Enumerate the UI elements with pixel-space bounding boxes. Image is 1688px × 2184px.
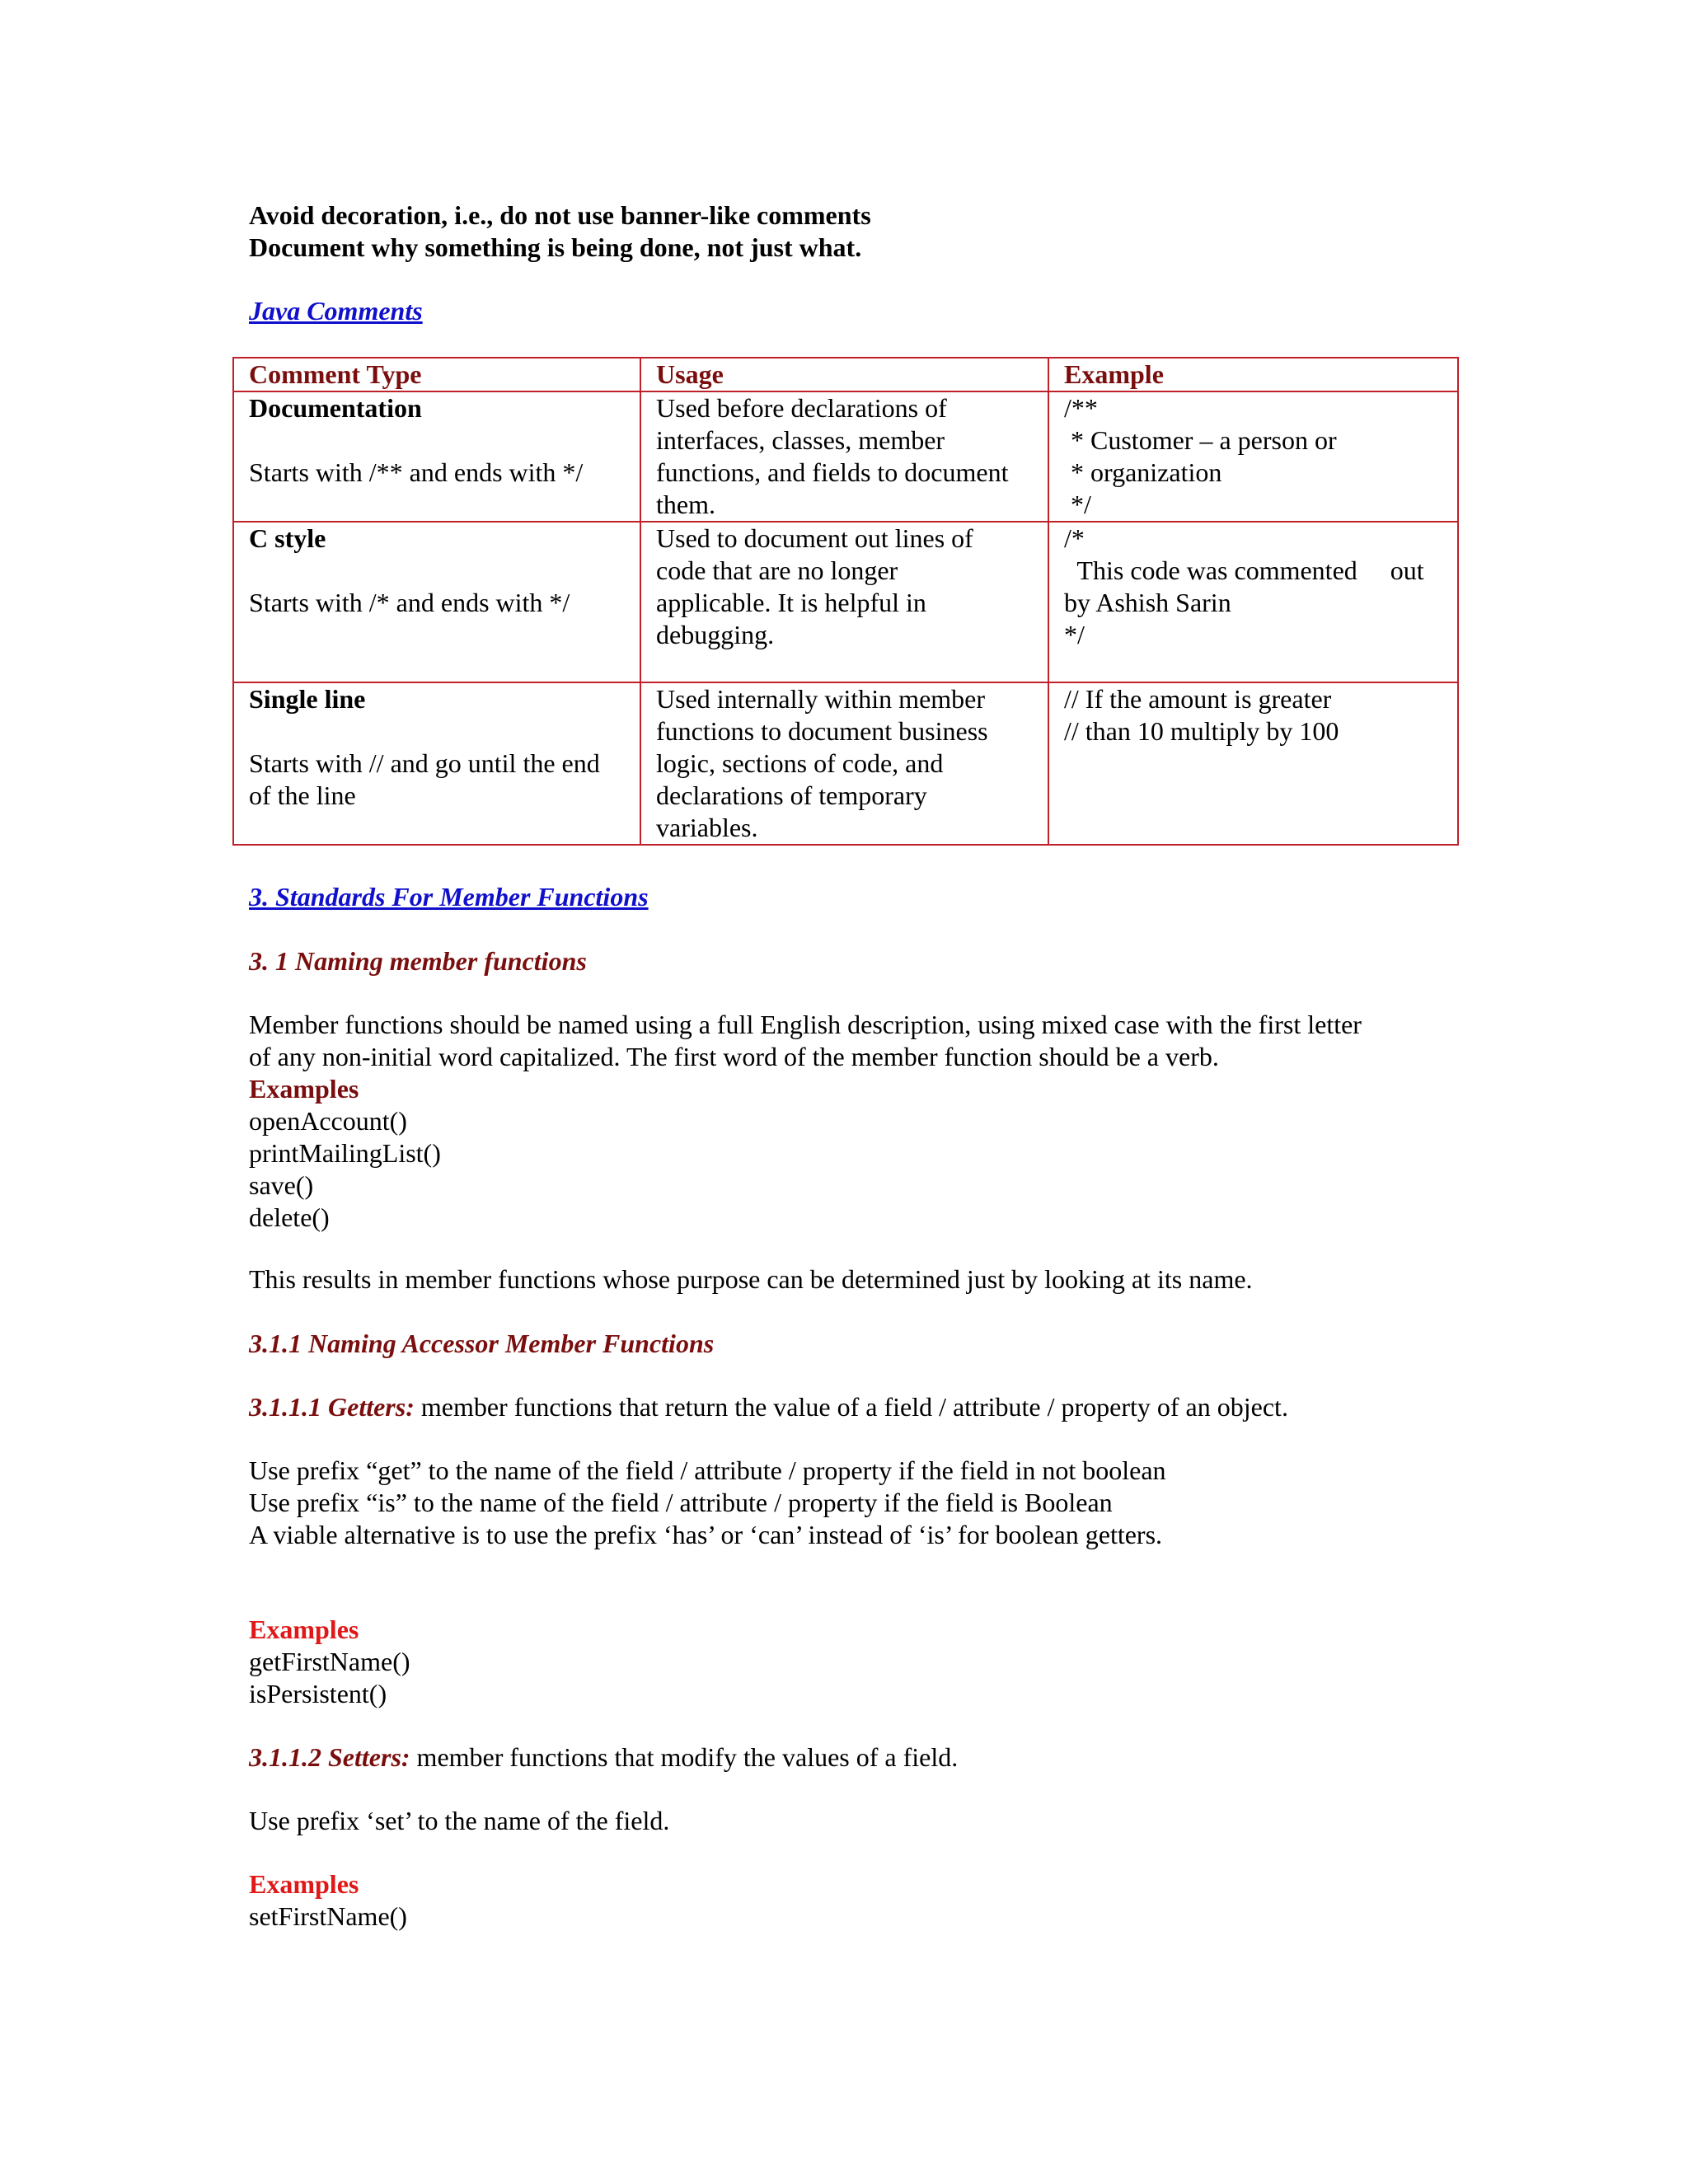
table-row [233, 522, 1458, 682]
table-row [233, 682, 1458, 845]
usage-line: functions, and fields to document [656, 457, 1009, 487]
table-header-row [233, 358, 1458, 391]
section-3-1-1-heading: 3.1.1 Naming Accessor Member Functions [249, 1329, 715, 1358]
usage-line: Used before declarations of [656, 393, 947, 423]
example-line: by Ashish Sarin [1064, 588, 1231, 617]
table-row [233, 391, 1458, 522]
examples-label: Examples [249, 1074, 359, 1104]
cell-comment-type [233, 522, 640, 682]
examples-label: Examples [249, 1869, 359, 1899]
example-item: setFirstName() [249, 1901, 407, 1931]
s31-result: This results in member functions whose purpose can be determined just by looking at its name. [249, 1264, 1253, 1294]
example-line: */ [1064, 490, 1091, 519]
getter-rule: A viable alternative is to use the prefix ‘has’ or ‘can’ instead of ‘is’ for boolean getters. [249, 1520, 1163, 1549]
setter-rule: Use prefix ‘set’ to the name of the field. [249, 1806, 670, 1835]
example-line: * Customer – a person or [1064, 425, 1337, 455]
example-line: This code was commented out [1064, 555, 1424, 585]
usage-line: applicable. It is helpful in [656, 588, 926, 617]
cell-comment-type [233, 682, 640, 845]
usage-line: interfaces, classes, member [656, 425, 945, 455]
java-comments-link[interactable]: Java Comments [249, 296, 423, 326]
s31-para-line: of any non-initial word capitalized. The first word of the member function should be a verb. [249, 1042, 1219, 1071]
usage-line: variables. [656, 813, 758, 842]
comment-type-title: Documentation [249, 393, 422, 423]
cell-usage [640, 682, 1048, 845]
usage-line: Used internally within member [656, 684, 986, 714]
example-item: isPersistent() [249, 1679, 387, 1708]
usage-line: code that are no longer [656, 555, 898, 585]
usage-line: logic, sections of code, and [656, 748, 944, 778]
java-comments-link-wrap [249, 295, 423, 327]
comment-type-desc: of the line [249, 780, 356, 810]
cell-usage [640, 522, 1048, 682]
usage-line: Used to document out lines of [656, 523, 973, 553]
usage-line: declarations of temporary [656, 780, 927, 810]
comments-table [232, 357, 1459, 846]
example-item: printMailingList() [249, 1138, 441, 1168]
getters-line [249, 1391, 1288, 1423]
example-item: getFirstName() [249, 1647, 410, 1676]
cell-example [1048, 391, 1458, 522]
example-line: /* [1064, 523, 1085, 553]
cell-example [1048, 682, 1458, 845]
example-line: // If the amount is greater [1064, 684, 1332, 714]
section-3-1-heading: 3. 1 Naming member functions [249, 946, 587, 976]
usage-line: functions to document business [656, 716, 988, 746]
example-item: openAccount() [249, 1106, 407, 1136]
header-comment-type: Comment Type [233, 358, 640, 391]
s31-para-line: Member functions should be named using a full English description, using mixed case with the first letter [249, 1010, 1362, 1039]
section3-link[interactable]: 3. Standards For Member Functions [249, 882, 649, 912]
header-usage: Usage [640, 358, 1048, 391]
comment-type-desc: Starts with /* and ends with */ [249, 588, 570, 617]
getter-rule: Use prefix “get” to the name of the field / attribute / property if the field in not boolean [249, 1455, 1166, 1485]
example-line: * organization [1064, 457, 1222, 487]
comment-type-desc: Starts with /** and ends with */ [249, 457, 584, 487]
example-item: save() [249, 1170, 314, 1200]
cell-example [1048, 522, 1458, 682]
getters-text: member functions that return the value of a field / attribute / property of an object. [414, 1392, 1288, 1422]
comment-type-title: Single line [249, 684, 366, 714]
header-example: Example [1048, 358, 1458, 391]
getters-label: 3.1.1.1 Getters: [249, 1392, 415, 1422]
cell-comment-type [233, 391, 640, 522]
setters-line [249, 1741, 958, 1774]
examples-label: Examples [249, 1615, 359, 1644]
example-line: /** [1064, 393, 1098, 423]
example-item: delete() [249, 1202, 330, 1232]
setters-text: member functions that modify the values of a field. [410, 1742, 959, 1772]
getter-rule: Use prefix “is” to the name of the field / attribute / property if the field is Boolean [249, 1488, 1113, 1517]
intro-line-1: Avoid decoration, i.e., do not use banner-like comments [249, 200, 871, 230]
comment-type-desc: Starts with // and go until the end [249, 748, 600, 778]
section3-link-wrap [249, 881, 649, 913]
usage-line: them. [656, 490, 715, 519]
intro-line-2: Document why something is being done, not just what. [249, 232, 862, 262]
cell-usage [640, 391, 1048, 522]
comment-type-title: C style [249, 523, 326, 553]
usage-line: debugging. [656, 620, 775, 649]
example-line: // than 10 multiply by 100 [1064, 716, 1339, 746]
example-line: */ [1064, 620, 1085, 649]
setters-label: 3.1.1.2 Setters: [249, 1742, 410, 1772]
